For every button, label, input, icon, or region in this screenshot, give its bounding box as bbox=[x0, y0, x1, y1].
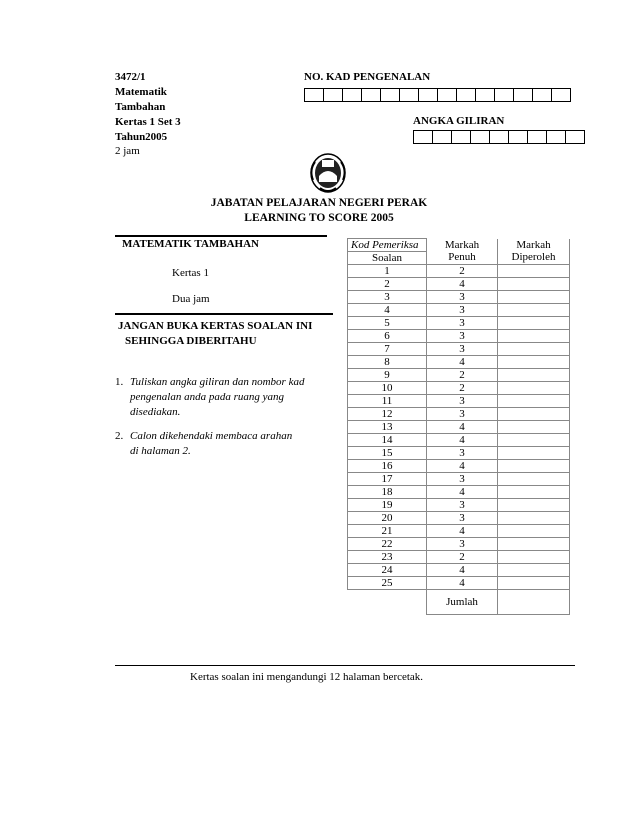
ic-digit-box[interactable] bbox=[400, 89, 419, 101]
full-marks: 3 bbox=[427, 395, 498, 408]
instruction-2-line1: Calon dikehendaki membaca arahan bbox=[130, 430, 293, 442]
ic-digit-box[interactable] bbox=[362, 89, 381, 101]
ic-digit-box[interactable] bbox=[514, 89, 533, 101]
marks-row bbox=[348, 265, 570, 278]
paper-code: 3472/1 bbox=[115, 71, 146, 83]
question-number: 20 bbox=[348, 512, 427, 525]
subject-title: MATEMATIK TAMBAHAN bbox=[122, 238, 259, 250]
question-number: 16 bbox=[348, 460, 427, 473]
question-number: 21 bbox=[348, 525, 427, 538]
question-number: 11 bbox=[348, 395, 427, 408]
question-number: 8 bbox=[348, 356, 427, 369]
marks-row bbox=[348, 486, 570, 499]
obtained-marks-cell[interactable] bbox=[498, 304, 570, 317]
full-marks: 4 bbox=[427, 434, 498, 447]
question-number: 5 bbox=[348, 317, 427, 330]
full-marks: 4 bbox=[427, 460, 498, 473]
col-header-markah-penuh-l2: Penuh bbox=[448, 251, 476, 264]
full-marks: 4 bbox=[427, 278, 498, 291]
marks-row bbox=[348, 408, 570, 421]
obtained-marks-cell[interactable] bbox=[498, 473, 570, 486]
ic-digit-box[interactable] bbox=[343, 89, 362, 101]
total-spacer bbox=[348, 590, 427, 615]
divider-bottom bbox=[115, 665, 575, 666]
turn-digit-box[interactable] bbox=[414, 131, 433, 143]
divider-mid bbox=[115, 313, 333, 315]
full-marks: 3 bbox=[427, 538, 498, 551]
marks-row bbox=[348, 499, 570, 512]
marks-row bbox=[348, 343, 570, 356]
instruction-1-line1: Tuliskan angka giliran dan nombor kad bbox=[130, 376, 305, 388]
question-number: 17 bbox=[348, 473, 427, 486]
ic-digit-box[interactable] bbox=[533, 89, 552, 101]
obtained-marks-cell[interactable] bbox=[498, 486, 570, 499]
marks-row bbox=[348, 382, 570, 395]
full-marks: 4 bbox=[427, 486, 498, 499]
turn-digit-box[interactable] bbox=[509, 131, 528, 143]
turn-digit-box[interactable] bbox=[490, 131, 509, 143]
obtained-marks-cell[interactable] bbox=[498, 564, 570, 577]
question-number: 22 bbox=[348, 538, 427, 551]
ic-digit-box[interactable] bbox=[324, 89, 343, 101]
question-number: 14 bbox=[348, 434, 427, 447]
marks-row bbox=[348, 473, 570, 486]
obtained-marks-cell[interactable] bbox=[498, 395, 570, 408]
marks-row bbox=[348, 512, 570, 525]
ic-digit-box[interactable] bbox=[419, 89, 438, 101]
instruction-1-number: 1. bbox=[115, 376, 124, 388]
paper-label: Kertas 1 bbox=[172, 267, 209, 279]
full-marks: 3 bbox=[427, 447, 498, 460]
turn-digit-box[interactable] bbox=[547, 131, 566, 143]
full-marks: 4 bbox=[427, 525, 498, 538]
ic-digit-box[interactable] bbox=[476, 89, 495, 101]
full-marks: 4 bbox=[427, 577, 498, 590]
question-number: 4 bbox=[348, 304, 427, 317]
question-number: 1 bbox=[348, 265, 427, 278]
marks-row bbox=[348, 551, 570, 564]
turn-digit-box[interactable] bbox=[452, 131, 471, 143]
total-marks-cell[interactable] bbox=[498, 590, 570, 615]
marks-row bbox=[348, 525, 570, 538]
obtained-marks-cell[interactable] bbox=[498, 434, 570, 447]
full-marks: 3 bbox=[427, 473, 498, 486]
question-number: 9 bbox=[348, 369, 427, 382]
obtained-marks-cell[interactable] bbox=[498, 447, 570, 460]
obtained-marks-cell[interactable] bbox=[498, 538, 570, 551]
obtained-marks-cell[interactable] bbox=[498, 291, 570, 304]
obtained-marks-cell[interactable] bbox=[498, 577, 570, 590]
obtained-marks-cell[interactable] bbox=[498, 460, 570, 473]
marks-row bbox=[348, 421, 570, 434]
ic-number-boxes[interactable] bbox=[304, 88, 571, 102]
total-label: Jumlah bbox=[427, 590, 498, 615]
instruction-1-line3: disediakan. bbox=[130, 406, 181, 418]
instruction-2-number: 2. bbox=[115, 430, 124, 442]
marks-row bbox=[348, 304, 570, 317]
instruction-2-line2: di halaman 2. bbox=[130, 445, 191, 457]
footer-note: Kertas soalan ini mengandungi 12 halaman bercetak. bbox=[190, 671, 424, 683]
marks-row bbox=[348, 447, 570, 460]
question-number: 7 bbox=[348, 343, 427, 356]
org-subtitle: LEARNING TO SCORE 2005 bbox=[244, 212, 394, 224]
question-number: 19 bbox=[348, 499, 427, 512]
org-name: JABATAN PELAJARAN NEGERI PERAK bbox=[210, 197, 428, 209]
obtained-marks-cell[interactable] bbox=[498, 525, 570, 538]
marks-row bbox=[348, 577, 570, 590]
full-marks: 4 bbox=[427, 421, 498, 434]
question-number: 2 bbox=[348, 278, 427, 291]
marks-row bbox=[348, 395, 570, 408]
obtained-marks-cell[interactable] bbox=[498, 551, 570, 564]
year: Tahun2005 bbox=[115, 131, 168, 143]
marks-row bbox=[348, 369, 570, 382]
ic-digit-box[interactable] bbox=[457, 89, 476, 101]
ic-label: NO. KAD PENGENALAN bbox=[304, 71, 431, 83]
ic-digit-box[interactable] bbox=[381, 89, 400, 101]
ic-digit-box[interactable] bbox=[438, 89, 457, 101]
turn-number-boxes[interactable] bbox=[413, 130, 585, 144]
obtained-marks-cell[interactable] bbox=[498, 408, 570, 421]
total-row bbox=[348, 590, 570, 615]
obtained-marks-cell[interactable] bbox=[498, 343, 570, 356]
obtained-marks-cell[interactable] bbox=[498, 499, 570, 512]
marks-row bbox=[348, 291, 570, 304]
full-marks: 4 bbox=[427, 564, 498, 577]
col-header-markah-penuh bbox=[427, 239, 498, 265]
turn-label: ANGKA GILIRAN bbox=[413, 115, 505, 127]
turn-digit-box[interactable] bbox=[471, 131, 490, 143]
question-number: 25 bbox=[348, 577, 427, 590]
full-marks: 3 bbox=[427, 512, 498, 525]
marks-row bbox=[348, 460, 570, 473]
obtained-marks-cell[interactable] bbox=[498, 330, 570, 343]
marks-table bbox=[347, 238, 570, 615]
full-marks: 3 bbox=[427, 343, 498, 356]
marks-row bbox=[348, 538, 570, 551]
question-number: 23 bbox=[348, 551, 427, 564]
marks-row bbox=[348, 434, 570, 447]
full-marks: 2 bbox=[427, 551, 498, 564]
question-number: 13 bbox=[348, 421, 427, 434]
marks-row bbox=[348, 564, 570, 577]
ic-digit-box[interactable] bbox=[495, 89, 514, 101]
full-marks: 3 bbox=[427, 408, 498, 421]
obtained-marks-cell[interactable] bbox=[498, 369, 570, 382]
duration: 2 jam bbox=[115, 145, 140, 157]
obtained-marks-cell[interactable] bbox=[498, 421, 570, 434]
col-header-markah-diperoleh-l1: Markah bbox=[516, 239, 551, 252]
question-number: 18 bbox=[348, 486, 427, 499]
obtained-marks-cell[interactable] bbox=[498, 317, 570, 330]
ic-digit-box[interactable] bbox=[552, 89, 571, 101]
subject-line1: Matematik bbox=[115, 86, 167, 98]
paper-set: Kertas 1 Set 3 bbox=[115, 116, 181, 128]
full-marks: 3 bbox=[427, 304, 498, 317]
obtained-marks-cell[interactable] bbox=[498, 265, 570, 278]
subject-line2: Tambahan bbox=[115, 101, 166, 113]
marks-row bbox=[348, 330, 570, 343]
obtained-marks-cell[interactable] bbox=[498, 382, 570, 395]
marks-row bbox=[348, 356, 570, 369]
marks-row bbox=[348, 317, 570, 330]
ic-digit-box[interactable] bbox=[305, 89, 324, 101]
question-number: 15 bbox=[348, 447, 427, 460]
question-number: 12 bbox=[348, 408, 427, 421]
examiner-code-label: Kod Pemeriksa bbox=[348, 239, 427, 252]
full-marks: 3 bbox=[427, 291, 498, 304]
col-header-markah-penuh-l1: Markah bbox=[444, 239, 480, 252]
col-header-soalan: Soalan bbox=[348, 252, 427, 265]
full-marks: 2 bbox=[427, 369, 498, 382]
question-number: 3 bbox=[348, 291, 427, 304]
warning-line2: SEHINGGA DIBERITAHU bbox=[125, 335, 257, 347]
obtained-marks-cell[interactable] bbox=[498, 356, 570, 369]
marks-row bbox=[348, 278, 570, 291]
time-label: Dua jam bbox=[172, 293, 210, 305]
col-header-markah-diperoleh-l2: Diperoleh bbox=[511, 251, 556, 264]
turn-digit-box[interactable] bbox=[566, 131, 585, 143]
full-marks: 3 bbox=[427, 499, 498, 512]
full-marks: 2 bbox=[427, 382, 498, 395]
obtained-marks-cell[interactable] bbox=[498, 512, 570, 525]
question-number: 6 bbox=[348, 330, 427, 343]
question-number: 10 bbox=[348, 382, 427, 395]
question-number: 24 bbox=[348, 564, 427, 577]
full-marks: 3 bbox=[427, 317, 498, 330]
full-marks: 2 bbox=[427, 265, 498, 278]
turn-digit-box[interactable] bbox=[528, 131, 547, 143]
turn-digit-box[interactable] bbox=[433, 131, 452, 143]
full-marks: 3 bbox=[427, 330, 498, 343]
col-header-markah-diperoleh bbox=[498, 239, 570, 265]
warning-line1: JANGAN BUKA KERTAS SOALAN INI bbox=[118, 320, 313, 332]
instruction-1-line2: pengenalan anda pada ruang yang bbox=[130, 391, 284, 403]
crest-logo bbox=[307, 150, 349, 196]
obtained-marks-cell[interactable] bbox=[498, 278, 570, 291]
full-marks: 4 bbox=[427, 356, 498, 369]
